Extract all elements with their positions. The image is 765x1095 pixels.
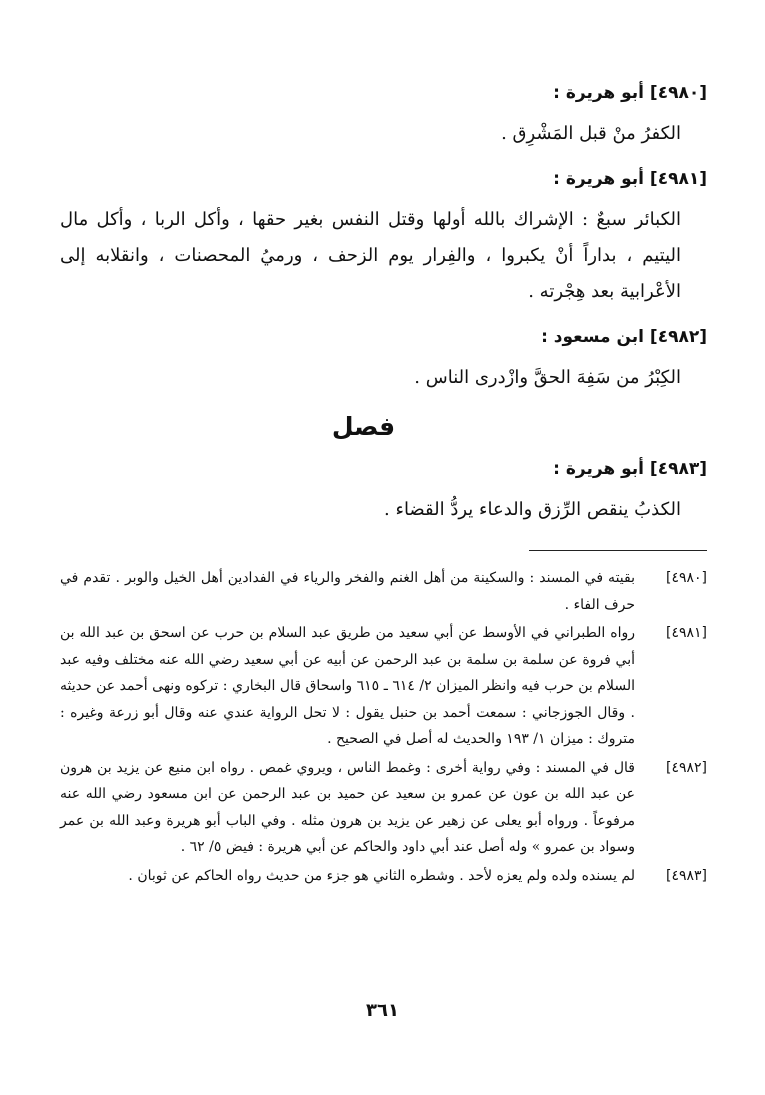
hadith-heading: [٤٩٨٠] أبو هريرة : xyxy=(553,83,707,103)
footnote xyxy=(60,755,707,861)
hadith-text: الكِبْرُ من سَفِهَ الحقَّ وازْدرى الناس . xyxy=(414,367,681,388)
footnote xyxy=(60,863,707,890)
footnote-text: قال في المسند : وفي رواية أخرى : وغمط الناس ، ويروي غمص . رواه ابن منيع عن يزيد بن هرون عن عبد الله بن عون عن عمرو بن سعيد عن حميد بن عبد الرحمن عن ابن مسعود رضي الله عنه مرفوعاً . ورواه أبو يعلى عن زهير عن يزيد بن هرون مثله . وفي الباب أبو هريرة وعبد الله بن عمر وسواد بن عمرو » وله أصل عند أبي داود والحاكم عن أبي هريرة : فيض ٥/ ٦٢ . xyxy=(60,759,635,855)
footnote-number: [٤٩٨٣] xyxy=(665,867,707,884)
footnote-number: [٤٩٨٢] xyxy=(665,759,707,776)
footnote xyxy=(60,620,707,753)
footnote-number: [٤٩٨١] xyxy=(665,625,707,641)
hadith-entry-4982 xyxy=(60,324,707,396)
book-page xyxy=(60,80,707,1055)
hadith-heading: [٤٩٨٣] أبو هريرة : xyxy=(553,459,707,479)
section-title: فصل xyxy=(331,412,396,441)
hadith-entry-4981 xyxy=(60,166,707,310)
footnote-text: بقيته في المسند : والسكينة من أهل الغنم والفخر والرياء في الفدادين أهل الخيل والوبر . تقدم في حرف الفاء . xyxy=(60,570,635,613)
hadith-text: الكفرُ منْ قبل المَشْرِق . xyxy=(501,123,681,144)
hadith-heading: [٤٩٨١] أبو هريرة : xyxy=(553,169,707,189)
hadith-entry-4980 xyxy=(60,80,707,152)
footnote-number: [٤٩٨٠] xyxy=(665,570,707,586)
footnote xyxy=(60,565,707,618)
hadith-entry-4983 xyxy=(60,456,707,528)
hadith-text: الكذبُ ينقص الرِّزق والدعاء يردُّ القضاء . xyxy=(384,499,681,520)
hadith-text: الكبائر سبعٌ : الإشراك بالله أولها وقتل النفس بغير حقها ، وأكل الربا ، وأكل مال اليتيم ، بداراً أنْ يكبروا ، والفِرار يوم الزحف ، ورميُ المحصنات ، وانقلابه إلى الأعْرابية بعد هِجْرته . xyxy=(60,209,681,302)
footnote-text: رواه الطبراني في الأوسط عن أبي سعيد من طريق عبد السلام بن حرب عن اسحق بن عبد الله بن أبي فروة عن سلمة بن سلمة بن عبد الرحمن عن أبيه عن أبي سعيد رضي الله عنه مختلف وفيه عبد السلام بن حرب فيه وانظر الميزان ٢/ ٦١٤ ـ ٦١٥ واسحاق قال البخاري : تركوه ونهى أحمد عن حديثه . وقال الجوزجاني : سمعت أحمد بن حنبل يقول : لا تحل الرواية عندي عنه وقال أبو زرعة وغيره : متروك : ميزان ١/ ١٩٣ والحديث له أصل في الصحيح . xyxy=(60,625,636,747)
page-number: ٣٦١ xyxy=(366,1000,399,1021)
footnotes xyxy=(60,565,707,889)
footnote-divider xyxy=(529,550,707,551)
footnote-text: لم يسنده ولده ولم يعزه لأحد . وشطره الثاني هو جزء من حديث رواه الحاكم عن ثوبان . xyxy=(128,867,635,884)
hadith-heading: [٤٩٨٢] ابن مسعود : xyxy=(541,327,707,347)
